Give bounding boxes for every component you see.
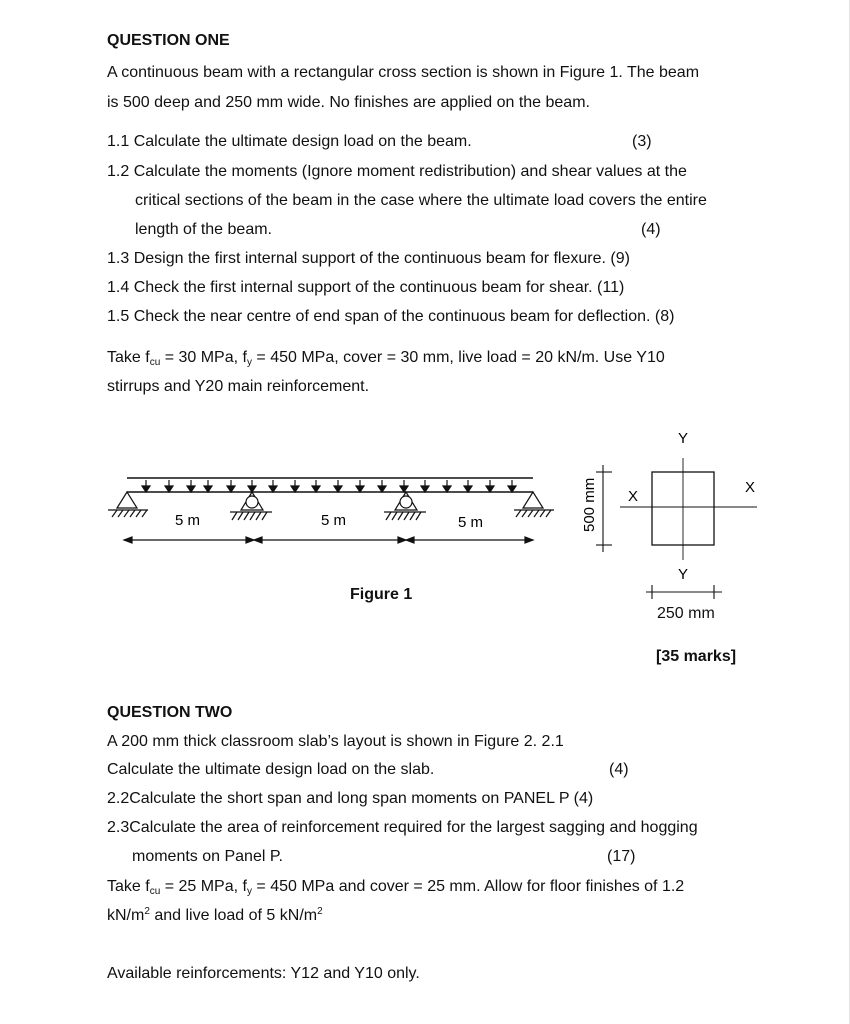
width-dimension — [646, 585, 722, 599]
span-dimension-arrows — [124, 537, 533, 543]
axis-x-left-label: X — [628, 488, 639, 505]
q1-take-a: Take f — [107, 349, 150, 366]
uniform-load-arrows — [142, 480, 516, 492]
q2-take-sub-cu: cu — [149, 886, 161, 897]
q2-given-values — [107, 877, 684, 897]
axis-y-bottom-label: Y — [678, 566, 689, 583]
q1-item-1-2-cont-2: length of the beam. — [135, 221, 272, 238]
available-reinforcements: Available reinforcements: Y12 and Y10 only. — [107, 965, 420, 982]
figure-1-diagram — [0, 420, 850, 620]
q1-take-sub-y: y — [246, 357, 252, 368]
q1-take-b: = 30 MPa, f — [160, 349, 247, 366]
q2-sup-1: 2 — [144, 906, 150, 917]
q2-line-1: A 200 mm thick classroom slab’s layout is shown in Figure 2. 2.1 — [107, 733, 564, 750]
q1-item-1-1: 1.1 Calculate the ultimate design load on the beam. — [107, 133, 472, 150]
span-label-3: 5 m — [458, 514, 484, 531]
question-one-heading: QUESTION ONE — [107, 32, 230, 49]
q1-item-1-2-cont-1: critical sections of the beam in the case where the ultimate load covers the entire — [135, 192, 707, 209]
q1-given-values-cont: stirrups and Y20 main reinforcement. — [107, 378, 370, 395]
axis-x-right-label: X — [745, 479, 756, 496]
roller-support-2 — [384, 492, 426, 520]
total-marks: [35 marks] — [656, 648, 737, 665]
left-pin-support — [108, 492, 148, 517]
beam — [127, 478, 533, 492]
span-label-2: 5 m — [321, 512, 347, 529]
q2-units-2: and live load of 5 kN/m — [149, 907, 318, 924]
q2-line-4: 2.3Calculate the area of reinforcement required for the largest sagging and hogging — [107, 819, 698, 836]
q2-line-5: moments on Panel P. — [132, 848, 283, 865]
q2-take-b: = 25 MPa, f — [160, 878, 247, 895]
q2-line-5-marks: (17) — [607, 848, 636, 865]
q2-line-2-marks: (4) — [609, 761, 629, 778]
width-label: 250 mm — [657, 605, 715, 622]
q1-item-1-3: 1.3 Design the first internal support of the continuous beam for flexure. (9) — [107, 250, 630, 267]
depth-label: 500 mm — [581, 477, 598, 532]
cross-section — [620, 458, 757, 560]
span-label-1: 5 m — [175, 512, 201, 529]
q2-take-sub-y: y — [246, 886, 252, 897]
q2-units-1: kN/m — [107, 907, 145, 924]
q2-loads-units — [107, 906, 323, 926]
figure-1-caption: Figure 1 — [350, 586, 413, 603]
q2-line-2: Calculate the ultimate design load on the slab. — [107, 761, 435, 778]
question-two-heading: QUESTION TWO — [107, 704, 233, 721]
q1-take-c: = 450 MPa, cover = 30 mm, live load = 20 kN/m. Use Y10 — [251, 349, 665, 366]
q1-take-sub-cu: cu — [149, 357, 161, 368]
q1-intro-line-2: is 500 deep and 250 mm wide. No finishes are applied on the beam. — [107, 94, 590, 111]
q1-item-1-1-marks: (3) — [632, 133, 652, 150]
q1-item-1-2: 1.2 Calculate the moments (Ignore moment redistribution) and shear values at the — [107, 163, 687, 180]
q2-take-a: Take f — [107, 878, 150, 895]
q1-intro-line-1: A continuous beam with a rectangular cross section is shown in Figure 1. The beam — [107, 64, 700, 81]
q1-given-values — [107, 348, 665, 368]
q1-item-1-2-marks: (4) — [641, 221, 661, 238]
q2-take-c: = 450 MPa and cover = 25 mm. Allow for floor finishes of 1.2 — [251, 878, 685, 895]
q1-item-1-4: 1.4 Check the first internal support of the continuous beam for shear. (11) — [107, 279, 625, 296]
axis-y-top-label: Y — [678, 430, 689, 447]
depth-dimension — [596, 465, 612, 552]
roller-support-1 — [230, 492, 272, 520]
right-pin-support — [514, 492, 554, 517]
q1-item-1-5: 1.5 Check the near centre of end span of the continuous beam for deflection. (8) — [107, 308, 675, 325]
q2-sup-2: 2 — [317, 906, 323, 917]
q2-line-3: 2.2Calculate the short span and long span moments on PANEL P (4) — [107, 790, 594, 807]
